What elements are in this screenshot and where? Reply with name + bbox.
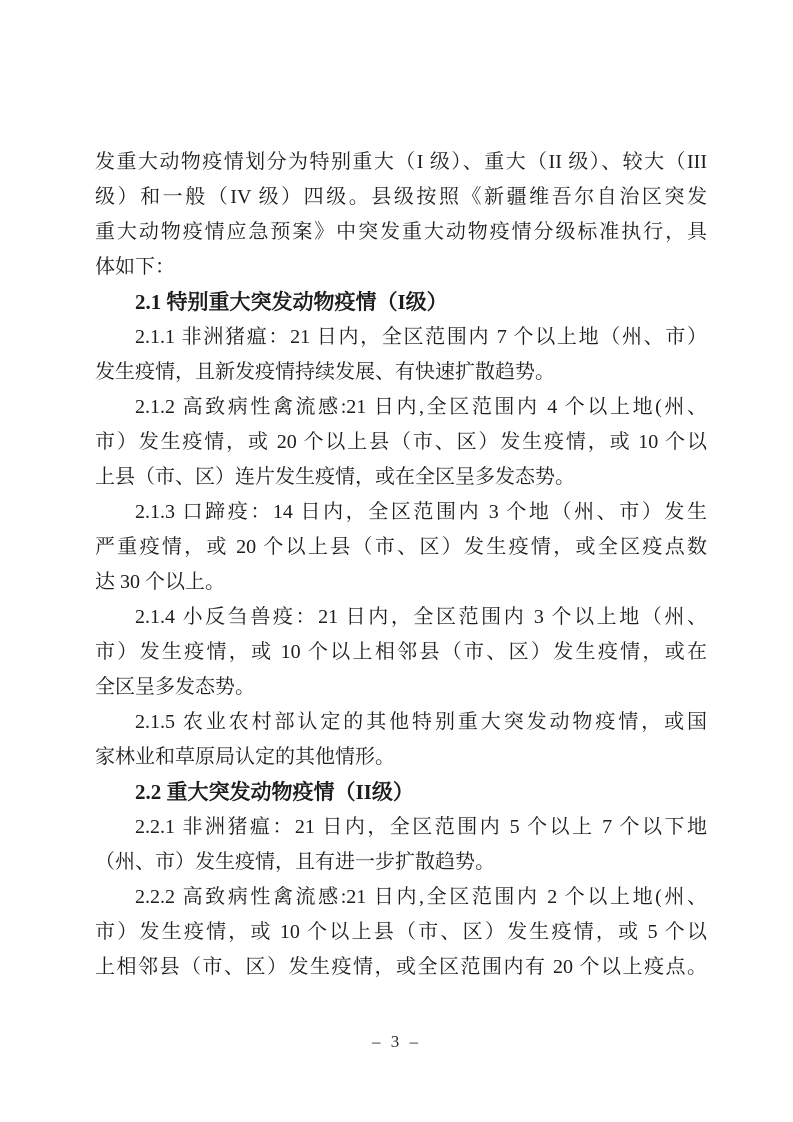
para-2-1-3 (95, 495, 707, 600)
text-line: 2.1 特别重大突发动物疫情（I级） (135, 290, 448, 314)
page-footer (0, 1032, 793, 1052)
text-line: 2.2 重大突发动物疫情（II级） (135, 780, 414, 804)
text-line: 严重疫情，或 20 个以上县（市、区）发生疫情，或全区疫点数 (95, 536, 707, 558)
text-line: 市）发生疫情，或 10 个以上县（市、区）发生疫情，或 5 个以 (95, 921, 707, 943)
para-2-1-2 (95, 390, 707, 495)
para-2-1-4 (95, 600, 707, 705)
text-line: 2.2.1 非洲猪瘟：21 日内，全区范围内 5 个以上 7 个以下地 (135, 816, 707, 838)
text-line: 市）发生疫情，或 10 个以上相邻县（市、区）发生疫情，或在 (95, 641, 707, 663)
text-line: 市）发生疫情，或 20 个以上县（市、区）发生疫情，或 10 个以 (95, 431, 707, 453)
page-number: – 3 – (372, 1032, 421, 1051)
heading-2-1 (95, 285, 707, 320)
para-2-1-5 (95, 705, 707, 775)
text-line: 发生疫情，且新发疫情持续发展、有快速扩散趋势。 (95, 361, 555, 383)
text-line: 达 30 个以上。 (95, 571, 225, 593)
para-2-1-1 (95, 320, 707, 390)
text-line: 2.1.4 小反刍兽疫：21 日内，全区范围内 3 个以上地（州、 (135, 606, 707, 628)
document-body (95, 145, 707, 985)
text-line: 全区呈多发态势。 (95, 676, 255, 698)
text-line: 上相邻县（市、区）发生疫情，或全区范围内有 20 个以上疫点。 (95, 956, 707, 978)
text-line: 体如下： (95, 256, 175, 278)
para-2-2-1 (95, 810, 707, 880)
text-line: 2.1.1 非洲猪瘟：21 日内，全区范围内 7 个以上地（州、市） (135, 326, 707, 348)
para-intro (95, 145, 707, 285)
heading-2-2 (95, 775, 707, 810)
text-line: 2.1.2 高致病性禽流感:21 日内,全区范围内 4 个以上地(州、 (135, 396, 707, 418)
text-line: 级）和一般（IV 级）四级。县级按照《新疆维吾尔自治区突发 (95, 186, 707, 208)
text-line: 上县（市、区）连片发生疫情，或在全区呈多发态势。 (95, 466, 575, 488)
text-line: 发重大动物疫情划分为特别重大（I 级）、重大（II 级）、较大（III (95, 151, 707, 173)
text-line: 2.1.3 口蹄疫：14 日内，全区范围内 3 个地（州、市）发生 (135, 501, 707, 523)
text-line: 家林业和草原局认定的其他情形。 (95, 746, 395, 768)
text-line: 重大动物疫情应急预案》中突发重大动物疫情分级标准执行，具 (95, 221, 707, 243)
para-2-2-2 (95, 880, 707, 985)
text-line: 2.1.5 农业农村部认定的其他特别重大突发动物疫情，或国 (135, 711, 707, 733)
text-line: （州、市）发生疫情，且有进一步扩散趋势。 (95, 851, 495, 873)
text-line: 2.2.2 高致病性禽流感:21 日内,全区范围内 2 个以上地(州、 (135, 886, 707, 908)
